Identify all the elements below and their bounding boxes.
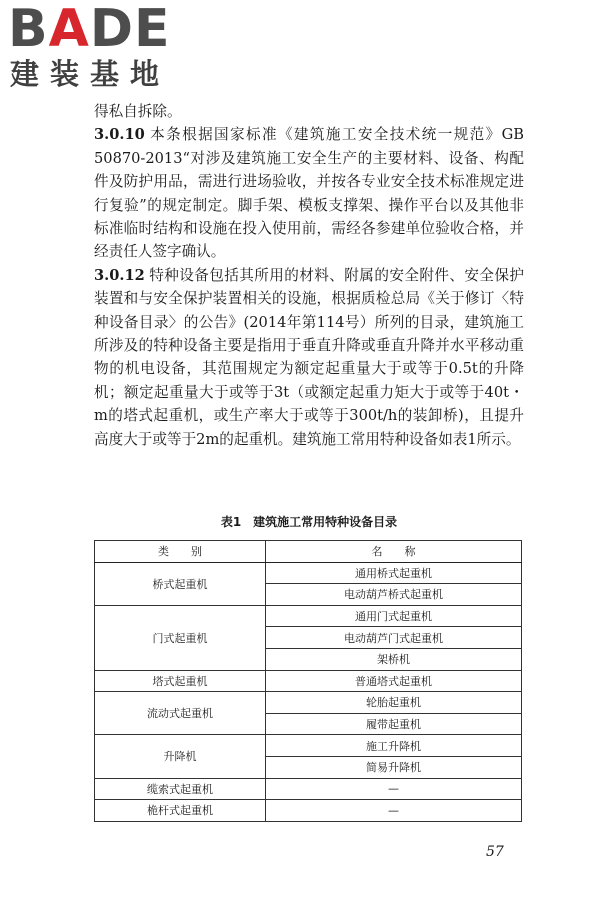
brand-logo [8, 2, 178, 94]
name-cell: — [266, 800, 522, 822]
page-number: 57 [486, 844, 504, 860]
table-caption: 表1 建筑施工常用特种设备目录 [220, 515, 398, 529]
paragraph-continuation: 得私自拆除。 [94, 103, 182, 120]
brand-accent-letter: A [48, 0, 90, 59]
clause-number: 3.0.10 [94, 126, 145, 144]
table-row [95, 692, 522, 714]
name-cell: 通用门式起重机 [266, 605, 522, 627]
equipment-table [94, 540, 522, 822]
name-cell: 履带起重机 [266, 713, 522, 735]
table-row [95, 670, 522, 692]
name-cell: 电动葫芦桥式起重机 [266, 584, 522, 606]
header-name: 名 称 [266, 541, 522, 563]
table-row [95, 605, 522, 627]
category-cell: 缆索式起重机 [95, 778, 266, 800]
body-text [94, 100, 524, 451]
name-cell: 施工升降机 [266, 735, 522, 757]
clause-text: 本条根据国家标准《建筑施工安全技术统一规范》GB 50870-2013“对涉及建筑施工安全生产的主要材料、设备、构配件及防护用品，需进行进场验收，并按各专业安全技术标准规定进行复验”的规定制定。脚手架、模板支撑架、操作平台以及其他非标准临时结构和设施在投入使用前，需经各参建单位验收合格，并经责任人签字确认。 [94, 126, 524, 261]
name-cell: 简易升降机 [266, 756, 522, 778]
name-cell: 电动葫芦门式起重机 [266, 627, 522, 649]
clause-text: 特种设备包括其所用的材料、附属的安全附件、安全保护装置和与安全保护装置相关的设施，根据质检总局《关于修订〈特种设备目录〉的公告》(2014年第114号）所列的目录，建筑施工所涉及的特种设备主要是指用于垂直升降或垂直升降并水平移动重物的机电设备，其范围规定为额定起重量大于或等于0.5t的升降机；额定起重量大于或等于3t（或额定起重力矩大于或等于40t・m的塔式起重机，或生产率大于或等于300t/h的装卸桥)，且提升高度大于或等于2m的起重机。建筑施工常用特种设备如表1所示。 [94, 266, 524, 448]
name-cell: 架桥机 [266, 648, 522, 670]
header-category: 类 别 [95, 541, 266, 563]
category-cell: 流动式起重机 [95, 692, 266, 735]
table-row [95, 800, 522, 822]
category-cell: 桥式起重机 [95, 562, 266, 605]
category-cell: 塔式起重机 [95, 670, 266, 692]
table-row [95, 562, 522, 584]
name-cell: 轮胎起重机 [266, 692, 522, 714]
clause-3-0-10 [94, 123, 524, 263]
clause-3-0-12 [94, 264, 524, 451]
category-cell: 门式起重机 [95, 605, 266, 670]
name-cell: 通用桥式起重机 [266, 562, 522, 584]
brand-wordmark: BADE [8, 0, 171, 59]
table-header-row [95, 541, 522, 563]
name-cell: — [266, 778, 522, 800]
category-cell: 升降机 [95, 735, 266, 778]
table-row [95, 778, 522, 800]
brand-subtitle: 建装基地 [10, 57, 171, 91]
category-cell: 桅杆式起重机 [95, 800, 266, 822]
table-row [95, 735, 522, 757]
clause-number: 3.0.12 [94, 266, 145, 284]
name-cell: 普通塔式起重机 [266, 670, 522, 692]
